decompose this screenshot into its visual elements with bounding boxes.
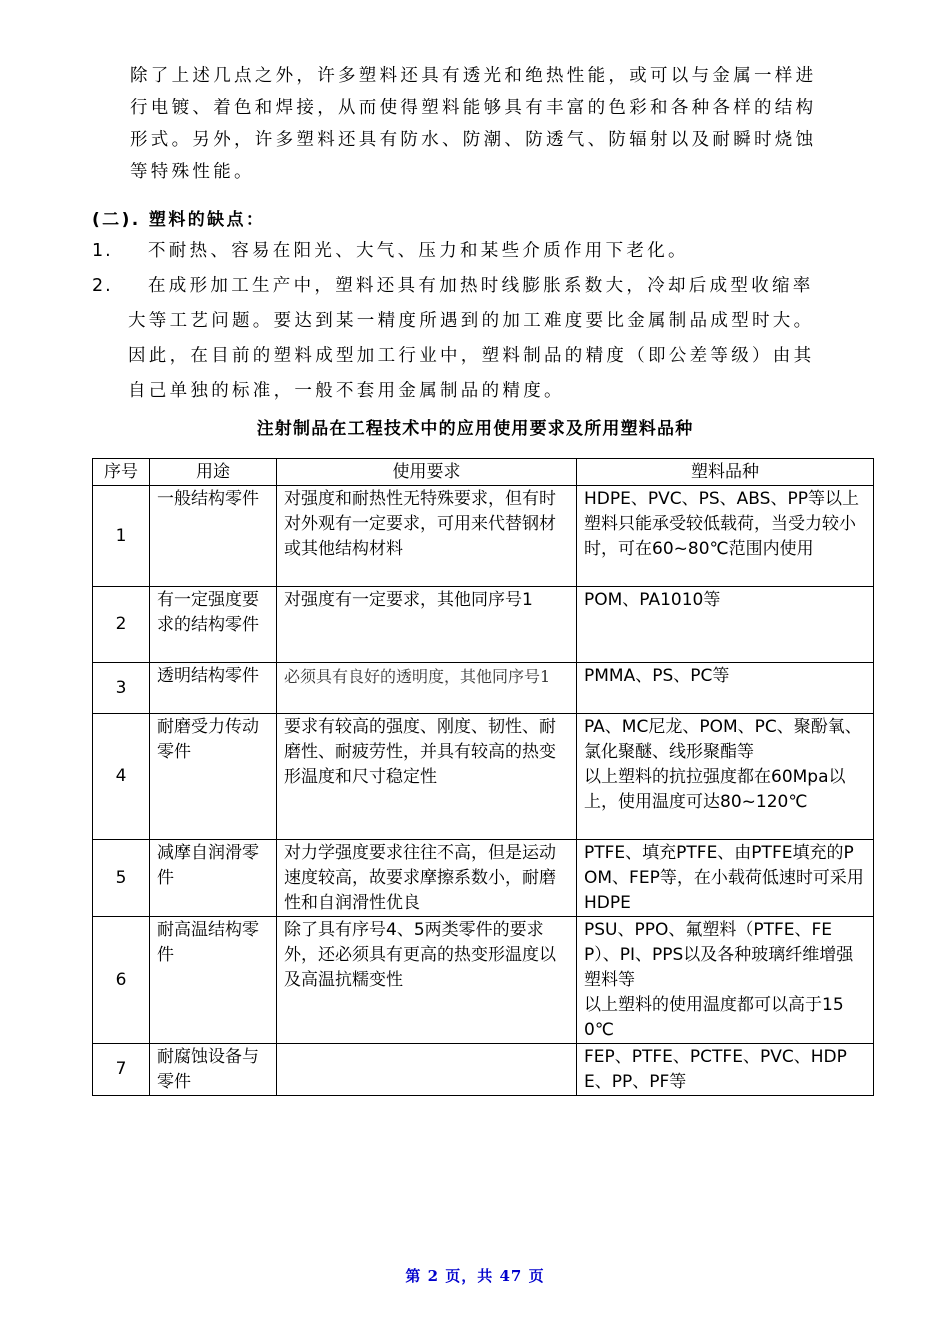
material-text: PMMA、PS、PC等 (584, 666, 730, 686)
list-text: 不耐热、容易在阳光、大气、压力和某些介质作用下老化。 (148, 241, 689, 261)
material-cell (577, 714, 874, 840)
list-number: 2. (92, 276, 113, 296)
material-text: HDPE、PVC、PS、ABS、PP等以上塑料只能承受较低载荷，当受力较小时，可在60~80℃范围内使用 (584, 489, 859, 559)
requirement-cell: 要求有较高的强度、刚度、韧性、耐磨性、耐疲劳性，并具有较高的热变形温度和尺寸稳定性 (277, 714, 577, 840)
table-header-row (93, 459, 874, 486)
use-cell: 透明结构零件 (150, 663, 277, 714)
list-text: 在成形加工生产中，塑料还具有加热时线膨胀系数大，冷却后成型收缩率 (148, 276, 814, 296)
use-cell: 耐磨受力传动零件 (150, 714, 277, 840)
material-cell (577, 1044, 874, 1096)
table-row (93, 663, 874, 714)
header-cell: 序号 (93, 459, 150, 486)
requirement-cell: 对强度和耐热性无特殊要求，但有时对外观有一定要求，可用来代替钢材或其他结构材料 (277, 486, 577, 587)
use-cell: 有一定强度要求的结构零件 (150, 587, 277, 663)
material-cell (577, 587, 874, 663)
material-text: PA、MC尼龙、POM、PC、聚酚氧、氯化聚醚、线形聚酯等 (584, 717, 862, 762)
header-cell: 使用要求 (277, 459, 577, 486)
requirement-cell: 必须具有良好的透明度，其他同序号1 (277, 663, 577, 714)
table-row (93, 840, 874, 917)
list-text: 大等工艺问题。要达到某一精度所遇到的加工难度要比金属制品成型时大。 (128, 311, 815, 331)
requirement-cell (277, 1044, 577, 1096)
material-note: 以上塑料的抗拉强度都在60Mpa以上，使用温度可达80~120℃ (584, 767, 846, 812)
material-cell (577, 917, 874, 1044)
row-number: 2 (93, 587, 150, 663)
table-row (93, 714, 874, 840)
requirement-cell: 除了具有序号4、5两类零件的要求外，还必须具有更高的热变形温度以及高温抗糯变性 (277, 917, 577, 1044)
intro-line: 除了上述几点之外，许多塑料还具有透光和绝热性能，或可以与金属一样进 (130, 66, 817, 86)
material-cell (577, 663, 874, 714)
use-cell: 耐高温结构零件 (150, 917, 277, 1044)
table-title: 注射制品在工程技术中的应用使用要求及所用塑料品种 (256, 419, 694, 439)
page-footer: 第 2 页，共 47 页 (405, 1267, 545, 1285)
table-row (93, 486, 874, 587)
material-note: 以上塑料的使用温度都可以高于150℃ (584, 995, 844, 1040)
materials-table (92, 458, 874, 1096)
table-row (93, 587, 874, 663)
list-number: 1. (92, 241, 113, 261)
material-text: FEP、PTFE、PCTFE、PVC、HDPE、PP、PF等 (584, 1047, 847, 1092)
section-heading: (二). 塑料的缺点： (92, 210, 266, 230)
row-number: 1 (93, 486, 150, 587)
intro-line: 行电镀、着色和焊接，从而使得塑料能够具有丰富的色彩和各种各样的结构 (130, 98, 817, 118)
list-text: 因此，在目前的塑料成型加工行业中，塑料制品的精度（即公差等级）由其 (128, 346, 815, 366)
table-row (93, 917, 874, 1044)
table-row (93, 1044, 874, 1096)
list-item-2 (92, 269, 814, 409)
list-item-1 (92, 234, 689, 269)
requirement-cell: 对强度有一定要求，其他同序号1 (277, 587, 577, 663)
row-number: 5 (93, 840, 150, 917)
header-cell: 用途 (150, 459, 277, 486)
material-cell (577, 486, 874, 587)
row-number: 4 (93, 714, 150, 840)
row-number: 6 (93, 917, 150, 1044)
header-cell: 塑料品种 (577, 459, 874, 486)
requirement-cell: 对力学强度要求往往不高，但是运动速度较高，故要求摩擦系数小，耐磨性和自润滑性优良 (277, 840, 577, 917)
use-cell: 减摩自润滑零件 (150, 840, 277, 917)
list-text: 自己单独的标准，一般不套用金属制品的精度。 (128, 381, 565, 401)
intro-paragraph (130, 60, 870, 188)
material-cell (577, 840, 874, 917)
intro-line: 等特殊性能。 (130, 162, 255, 182)
material-text: PTFE、填充PTFE、由PTFE填充的POM、FEP等，在小载荷低速时可采用HDPE (584, 843, 864, 913)
use-cell: 耐腐蚀设备与零件 (150, 1044, 277, 1096)
material-text: POM、PA1010等 (584, 590, 721, 610)
intro-line: 形式。另外，许多塑料还具有防水、防潮、防透气、防辐射以及耐瞬时烧蚀 (130, 130, 817, 150)
use-cell: 一般结构零件 (150, 486, 277, 587)
row-number: 7 (93, 1044, 150, 1096)
row-number: 3 (93, 663, 150, 714)
material-text: PSU、PPO、氟塑料（PTFE、FEP）、PI、PPS以及各种玻璃纤维增强塑料等 (584, 920, 854, 990)
